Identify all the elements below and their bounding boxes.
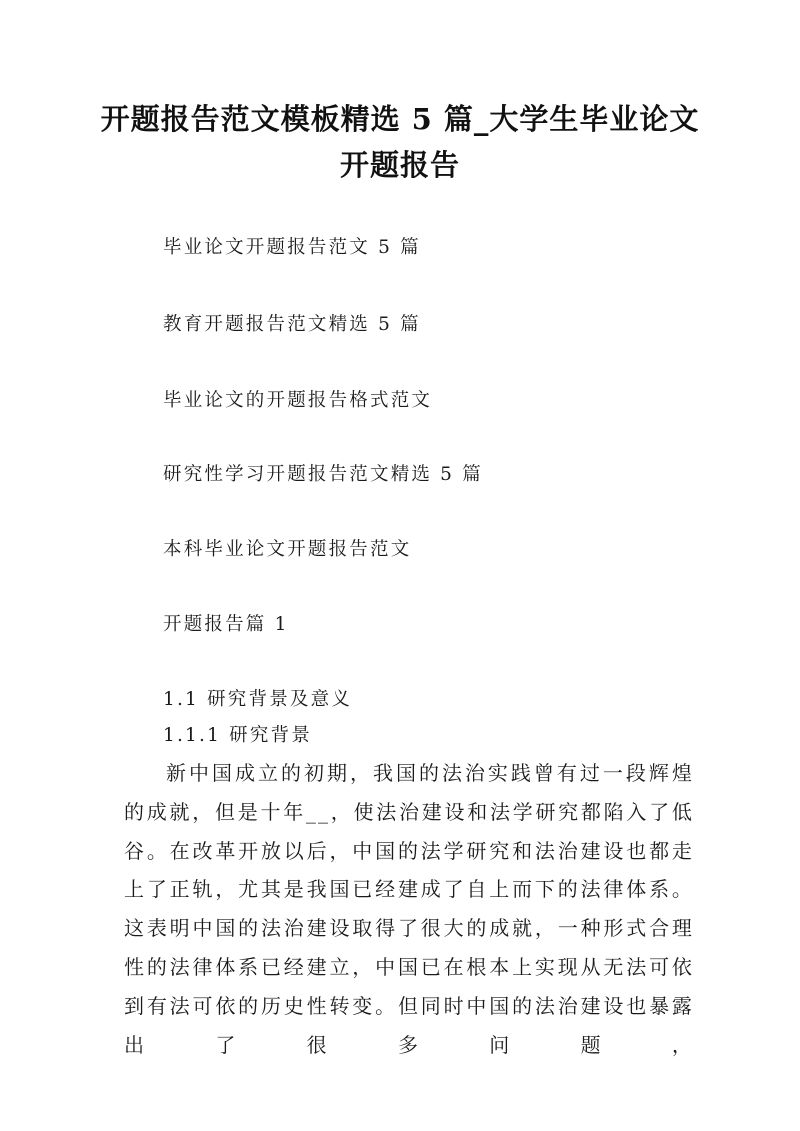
toc-item: 研究性学习开题报告范文精选 5 篇 xyxy=(163,464,483,485)
document-title: 开题报告范文模板精选 5 篇_大学生毕业论文开题报告 xyxy=(100,102,700,182)
toc-item: 本科毕业论文开题报告范文 xyxy=(163,539,412,560)
toc-item: 毕业论文的开题报告格式范文 xyxy=(163,390,433,411)
body-paragraph: 新中国成立的初期，我国的法治实践曾有过一段辉煌的成就，但是十年__，使法治建设和法学研究都陷入了低谷。在改革开放以后，中国的法学研究和法治建设也都走上了正轨，尤其是我国已经建成了自上而下的法律体系。这表明中国的法治建设取得了很大的成就，一种形式合理性的法律体系已经建立，中国已在根本上实现从无法可依到有法可依的历史性转变。但同时中国的法治建设也暴露出了很多问题， xyxy=(124,761,694,1057)
toc-item: 教育开题报告范文精选 5 篇 xyxy=(163,314,421,335)
section-heading: 1.1 研究背景及意义 xyxy=(163,689,353,710)
subsection-heading: 1.1.1 研究背景 xyxy=(163,725,312,746)
toc-item: 毕业论文开题报告范文 5 篇 xyxy=(163,237,421,258)
toc-item: 开题报告篇 1 xyxy=(163,614,289,635)
